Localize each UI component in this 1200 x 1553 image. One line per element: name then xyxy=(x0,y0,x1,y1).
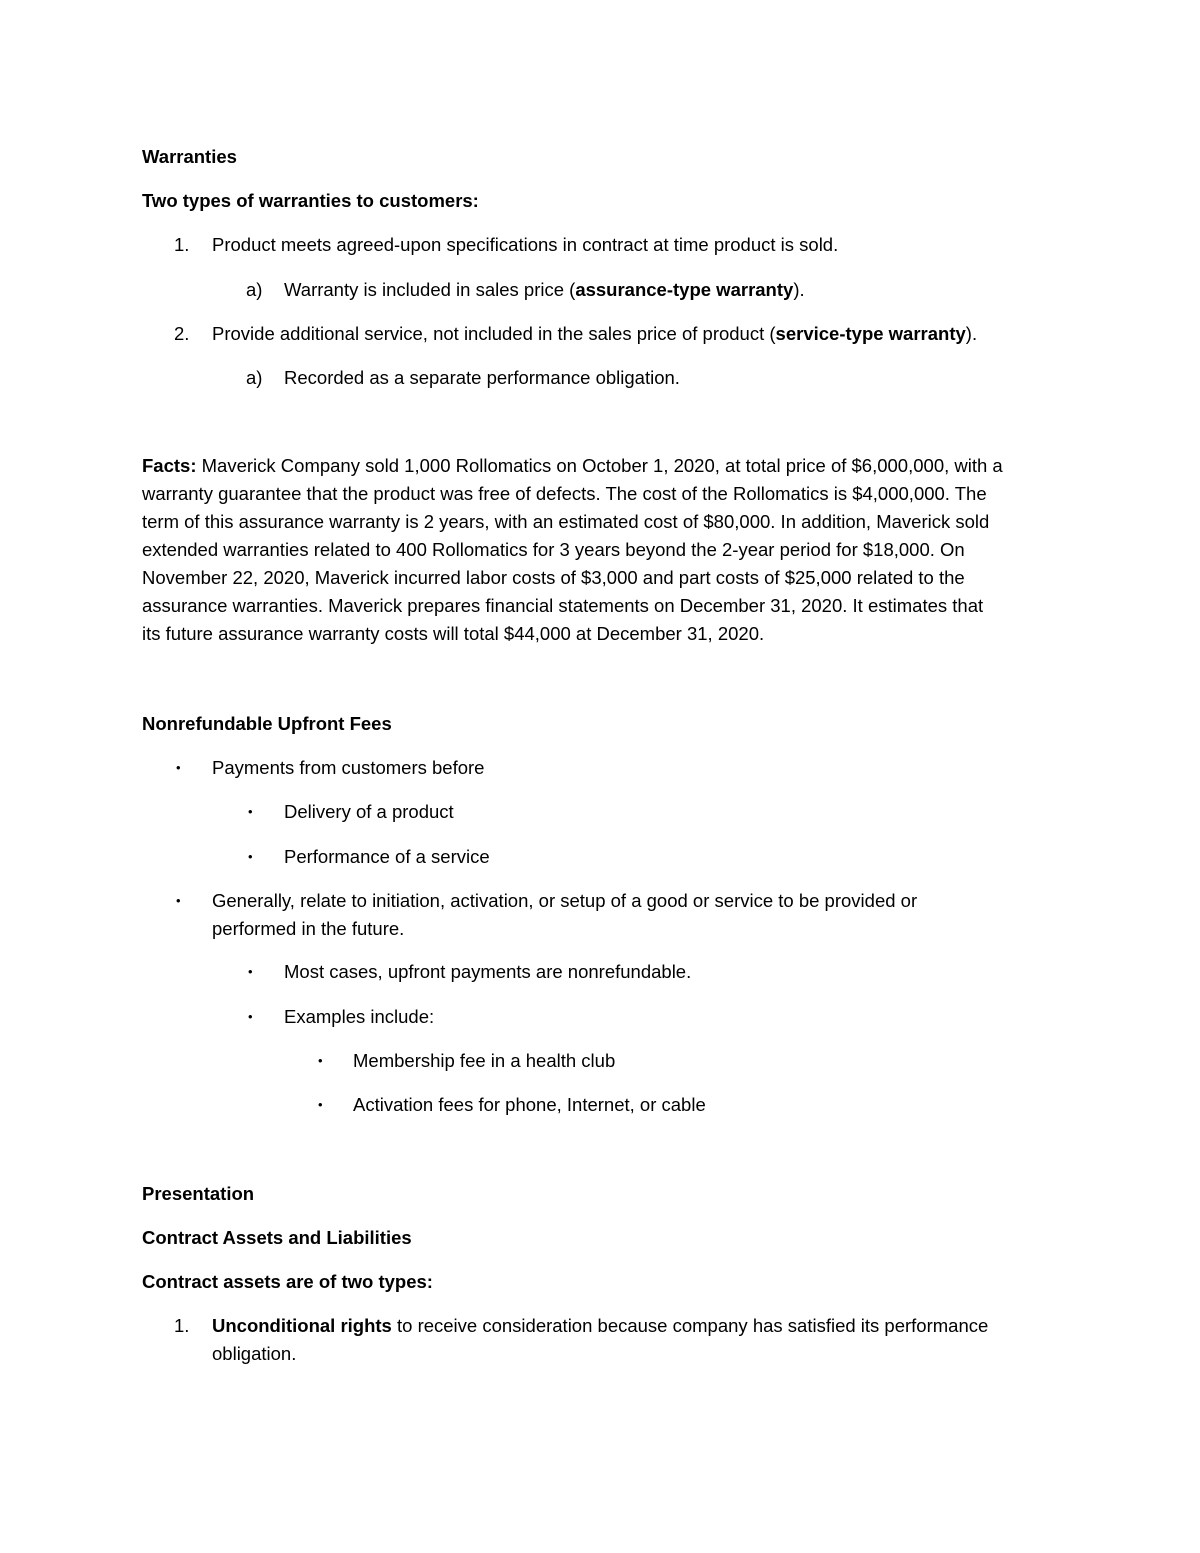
facts-label: Facts: xyxy=(142,455,197,476)
fees-heading: Nonrefundable Upfront Fees xyxy=(142,713,392,734)
fees-bullet-2b1: Membership fee in a health club xyxy=(353,1050,616,1071)
bullet-icon: • xyxy=(248,964,253,979)
bullet-icon: • xyxy=(318,1097,323,1112)
warranty-item-2-post: ). xyxy=(965,323,978,344)
bullet-icon: • xyxy=(176,760,181,775)
warranty-item-1a-bold: assurance-type warranty xyxy=(575,279,794,300)
warranty-item-2 xyxy=(212,322,977,346)
fees-bullet-1: Payments from customers before xyxy=(212,757,485,778)
bullet-icon: • xyxy=(318,1053,323,1068)
warranties-intro-text: Two types of warranties to customers: xyxy=(142,190,479,211)
fees-bullet-2b2: Activation fees for phone, Internet, or cable xyxy=(353,1094,706,1115)
warranty-item-2-pre: Provide additional service, not included in the sales price of product ( xyxy=(212,323,776,344)
facts-line-4: extended warranties related to 400 Rollomatics for 3 years beyond the 2-year period for $18,000. On xyxy=(142,539,965,560)
facts-line-6: assurance warranties. Maverick prepares financial statements on December 31, 2020. It estimates that xyxy=(142,595,984,616)
facts-line-1 xyxy=(142,454,1003,478)
sub-marker-a: a) xyxy=(246,279,263,300)
bullet-icon: • xyxy=(248,804,253,819)
facts-line-7: its future assurance warranty costs will total $44,000 at December 31, 2020. xyxy=(142,623,765,644)
contract-assets-intro: Contract assets are of two types: xyxy=(142,1271,433,1292)
warranty-item-1: Product meets agreed-upon specifications in contract at time product is sold. xyxy=(212,234,839,255)
presentation-item-1-line-1 xyxy=(212,1314,988,1338)
unconditional-rights-bold: Unconditional rights xyxy=(212,1315,392,1336)
fees-bullet-2-line-1: Generally, relate to initiation, activation, or setup of a good or service to be provided or xyxy=(212,890,918,911)
warranties-heading: Warranties xyxy=(142,146,237,167)
facts-line-5: November 22, 2020, Maverick incurred labor costs of $3,000 and part costs of $25,000 related to the xyxy=(142,567,965,588)
warranty-item-2-bold: service-type warranty xyxy=(775,323,966,344)
fees-bullet-2a: Most cases, upfront payments are nonrefundable. xyxy=(284,961,692,982)
list-marker-p1: 1. xyxy=(174,1315,190,1336)
fees-bullet-1b: Performance of a service xyxy=(284,846,490,867)
presentation-item-1-line-2: obligation. xyxy=(212,1343,297,1364)
contract-assets-liabilities-heading: Contract Assets and Liabilities xyxy=(142,1227,412,1248)
fees-bullet-2b: Examples include: xyxy=(284,1006,435,1027)
warranty-item-2a: Recorded as a separate performance obligation. xyxy=(284,367,680,388)
warranty-item-1a-pre: Warranty is included in sales price ( xyxy=(284,279,576,300)
facts-line-3: term of this assurance warranty is 2 years, with an estimated cost of $80,000. In addition, Maverick sold xyxy=(142,511,990,532)
presentation-item-1-text: to receive consideration because company has satisfied its performance xyxy=(391,1315,989,1336)
presentation-heading: Presentation xyxy=(142,1183,255,1204)
warranty-item-1a xyxy=(284,278,805,302)
list-marker-2: 2. xyxy=(174,323,190,344)
list-marker-1: 1. xyxy=(174,234,190,255)
bullet-icon: • xyxy=(248,849,253,864)
facts-line-2: warranty guarantee that the product was free of defects. The cost of the Rollomatics is $4,000,000. The xyxy=(142,483,987,504)
warranties-intro xyxy=(142,189,479,213)
sub-marker-a-2: a) xyxy=(246,367,263,388)
warranty-item-1a-post: ). xyxy=(793,279,805,300)
facts-line-1-text: Maverick Company sold 1,000 Rollomatics on October 1, 2020, at total price of $6,000,000, with a xyxy=(196,455,1003,476)
bullet-icon: • xyxy=(176,893,181,908)
fees-bullet-2-line-2: performed in the future. xyxy=(212,918,405,939)
bullet-icon: • xyxy=(248,1009,253,1024)
fees-bullet-1a: Delivery of a product xyxy=(284,801,454,822)
